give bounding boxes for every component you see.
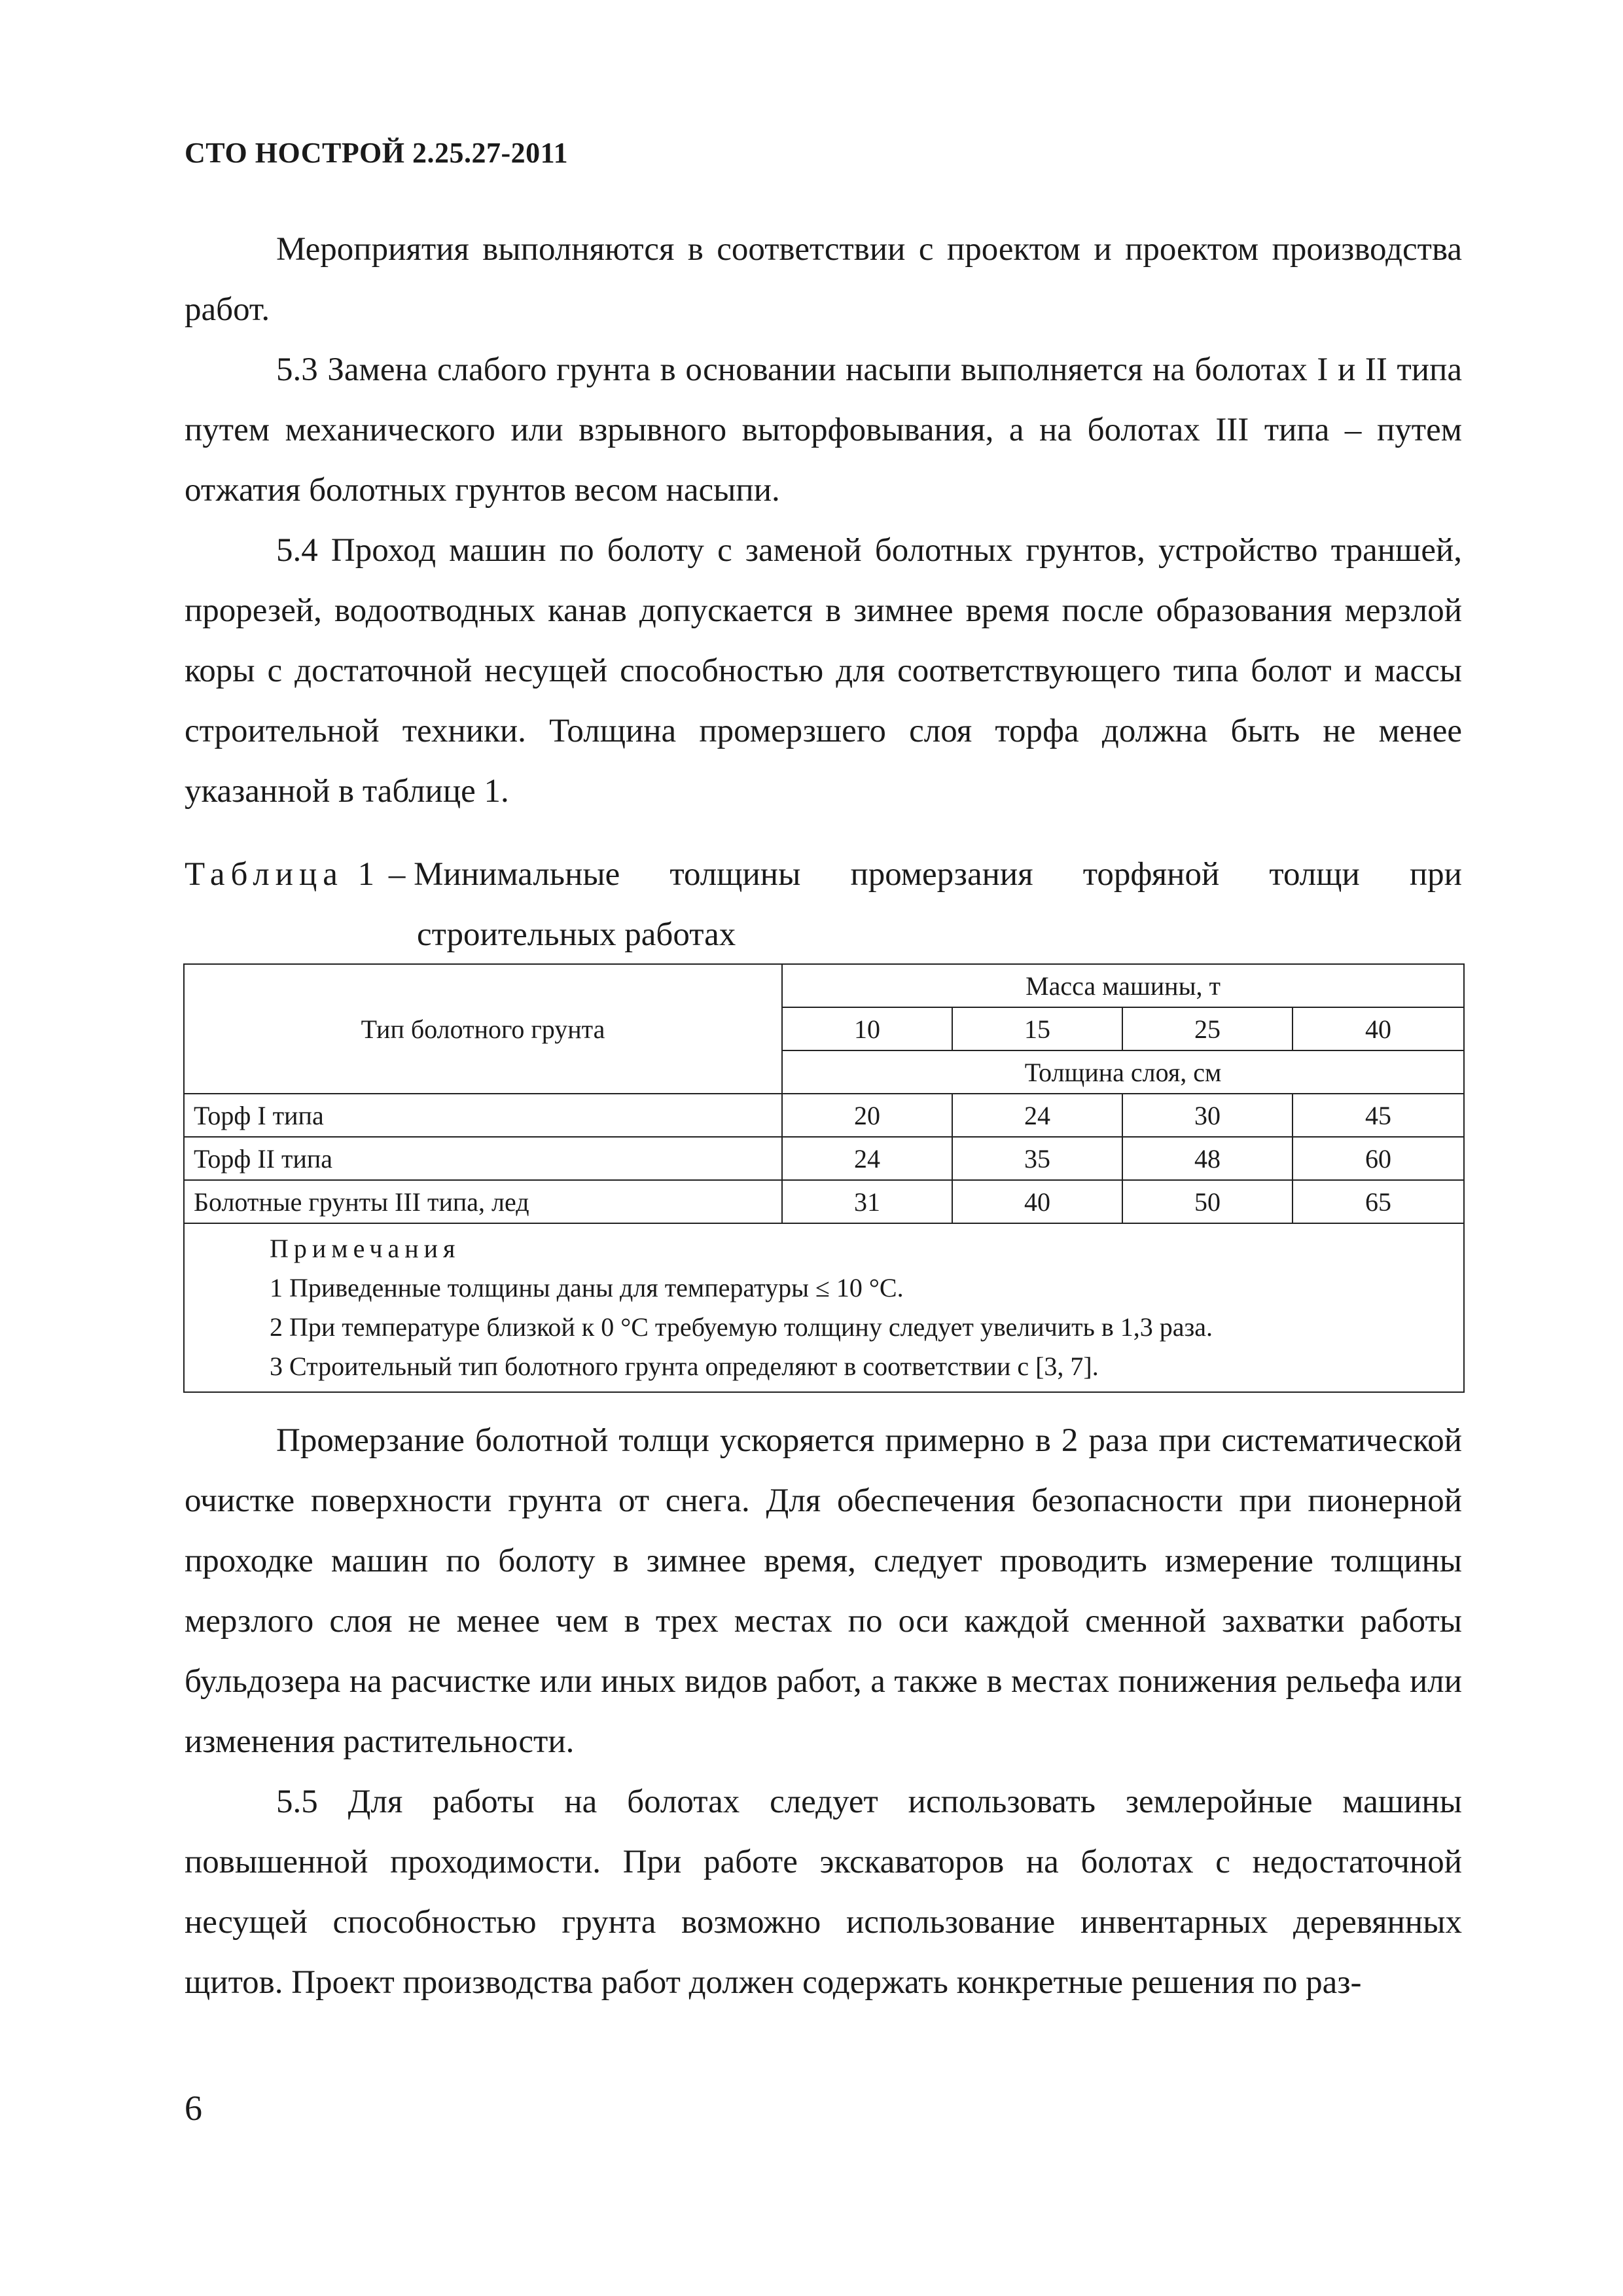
thickness-cell: 65	[1293, 1180, 1464, 1223]
table-caption-separator: –	[388, 856, 406, 893]
thickness-cell: 31	[782, 1180, 952, 1223]
notes-title: Примечания	[270, 1234, 461, 1263]
mass-value: 10	[782, 1007, 952, 1050]
body-text-bottom	[185, 1410, 1462, 2013]
thickness-cell: 24	[952, 1094, 1122, 1137]
thickness-cell: 30	[1122, 1094, 1293, 1137]
note-item: 1 Приведенные толщины даны для температуры ≤ 10 °С.	[270, 1273, 904, 1302]
table-caption-word: промерзания	[850, 856, 1033, 893]
machine-mass-header: Масса машины, т	[782, 964, 1464, 1007]
paragraph: 5.5 Для работы на болотах следует использовать землеройные машины повышенной проходимости. При работе экскаваторов на болотах с недостаточной несущей способностью грунта возможно использование инвентарных деревянных щитов. Проект производства работ должен содержать конкретные решения по раз-	[185, 1784, 1462, 2001]
paragraph: 5.4 Проход машин по болоту с заменой болотных грунтов, устройство траншей, прорезей, водоотводных канав допускается в зимнее время после образования мерзлой коры с достаточной несущей способностью для соответствующего типа болот и массы строительной техники. Толщина промерзшего слоя торфа должна быть не менее указанной в таблице 1.	[185, 532, 1462, 810]
body-text-top	[185, 219, 1462, 821]
thickness-table	[183, 963, 1465, 1393]
table-caption-word: Минимальные	[414, 856, 620, 893]
thickness-cell: 40	[952, 1180, 1122, 1223]
paragraph: Мероприятия выполняются в соответствии с проектом и проектом производства работ.	[185, 231, 1462, 328]
mass-value: 25	[1122, 1007, 1293, 1050]
soil-type-cell: Торф I типа	[184, 1094, 782, 1137]
table-caption-word: торфяной	[1082, 856, 1220, 893]
table-row	[184, 1137, 1464, 1180]
table-caption-word: при	[1409, 856, 1462, 893]
thickness-cell: 35	[952, 1137, 1122, 1180]
thickness-cell: 50	[1122, 1180, 1293, 1223]
table-header-row	[184, 964, 1464, 1007]
paragraph: 5.3 Замена слабого грунта в основании насыпи выполняется на болотах I и II типа путем механического или взрывного выторфовывания, а на болотах III типа – путем отжатия болотных грунтов весом насыпи.	[185, 351, 1462, 509]
thickness-cell: 48	[1122, 1137, 1293, 1180]
page-number: 6	[185, 2089, 202, 2128]
soil-type-header: Тип болотного грунта	[184, 964, 782, 1094]
thickness-header: Толщина слоя, см	[782, 1050, 1464, 1094]
table-row	[184, 1180, 1464, 1223]
table-caption-word: толщины	[669, 856, 801, 893]
document-header: СТО НОСТРОЙ 2.25.27-2011	[185, 137, 569, 169]
note-item: 2 При температуре близкой к 0 °С требуемую толщину следует увеличить в 1,3 раза.	[270, 1312, 1213, 1342]
thickness-cell: 45	[1293, 1094, 1464, 1137]
thickness-cell: 20	[782, 1094, 952, 1137]
thickness-cell: 24	[782, 1137, 952, 1180]
paragraph: Промерзание болотной толщи ускоряется примерно в 2 раза при систематической очистке поверхности грунта от снега. Для обеспечения безопасности при пионерной проходке машин по болоту в зимнее время, следует проводить измерение толщины мерзлого слоя не менее чем в трех местах по оси каждой сменной захватки работы бульдозера на расчистке или иных видов работ, а также в местах понижения рельефа или изменения растительности.	[185, 1422, 1462, 1760]
table-caption-line2: строительных работах	[417, 916, 736, 953]
soil-type-cell: Болотные грунты III типа, лед	[184, 1180, 782, 1223]
table-row	[184, 1094, 1464, 1137]
mass-value: 15	[952, 1007, 1122, 1050]
mass-value: 40	[1293, 1007, 1464, 1050]
table-caption-word: толщи	[1269, 856, 1360, 893]
table-caption	[185, 844, 1462, 965]
note-item: 3 Строительный тип болотного грунта определяют в соответствии с [3, 7].	[270, 1352, 1099, 1381]
table-caption-label: Таблица 1	[185, 856, 381, 893]
table-notes-row	[184, 1223, 1464, 1392]
thickness-cell: 60	[1293, 1137, 1464, 1180]
soil-type-cell: Торф II типа	[184, 1137, 782, 1180]
table-notes	[184, 1223, 1464, 1392]
